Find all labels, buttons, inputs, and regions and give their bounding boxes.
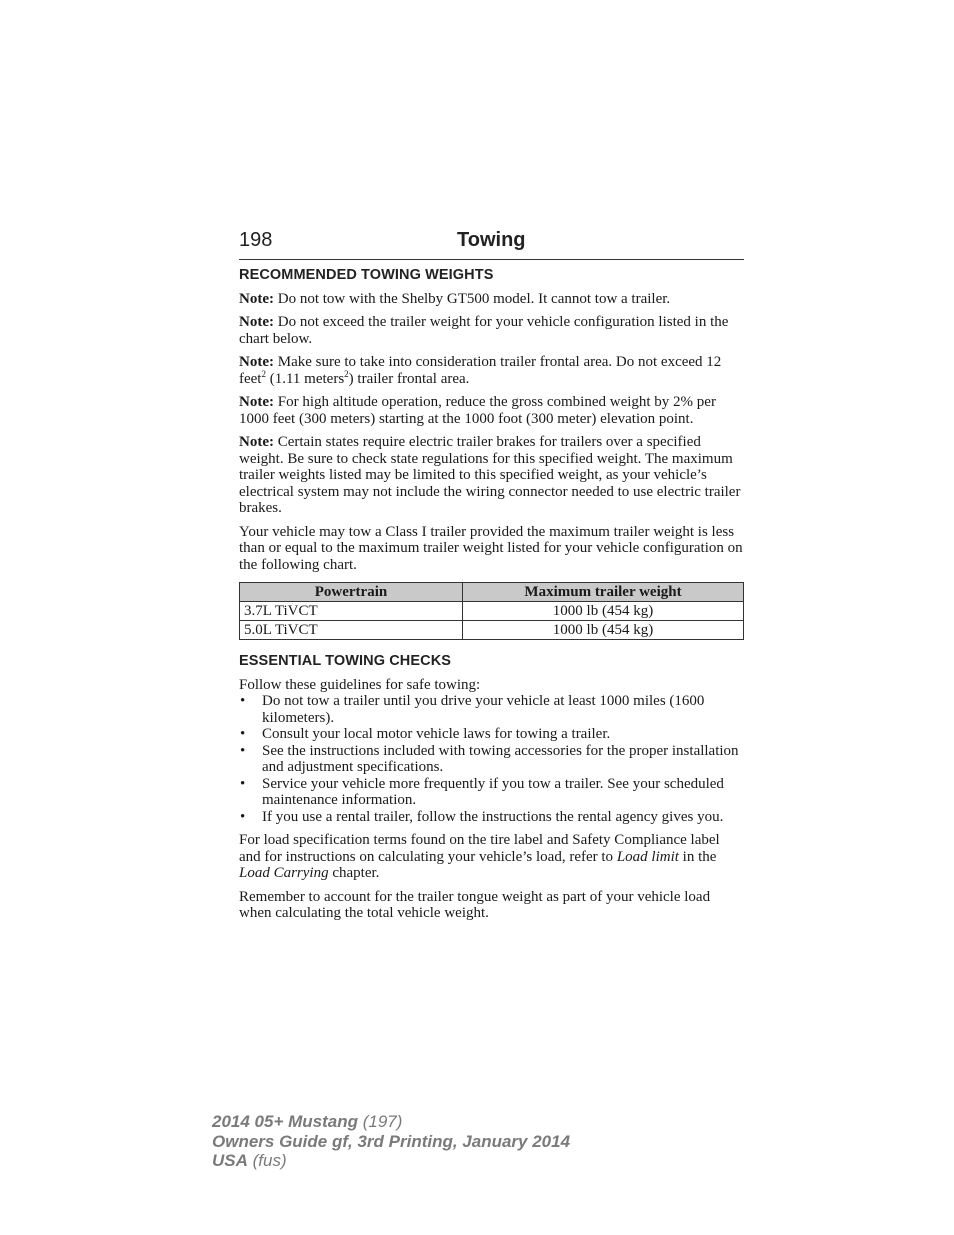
list-item-text: If you use a rental trailer, follow the instructions the rental agency gives you. <box>262 808 724 825</box>
list-item-text: See the instructions included with towing accessories for the proper installation and adjustment specifications. <box>262 742 739 775</box>
list-item-text: Consult your local motor vehicle laws for towing a trailer. <box>262 726 611 742</box>
cross-reference-load-limit: Load limit <box>616 848 679 865</box>
cross-reference-load-carrying: Load Carrying <box>239 865 329 881</box>
note-paragraph <box>239 354 744 387</box>
table-row <box>240 602 744 621</box>
footer-line-model <box>212 1112 570 1132</box>
note-label: Note: <box>239 434 274 450</box>
bullet-icon: • <box>240 726 246 742</box>
section-heading-recommended-towing-weights: RECOMMENDED TOWING WEIGHTS <box>239 267 494 283</box>
list-item <box>239 776 744 809</box>
table-cell-weight: 1000 lb (454 kg) <box>463 621 744 640</box>
note-label: Note: <box>239 354 274 370</box>
list-item-text: Do not tow a trailer until you drive your vehicle at least 1000 miles (1600 kilometers). <box>262 693 705 726</box>
section-heading-essential-towing-checks: ESSENTIAL TOWING CHECKS <box>239 653 452 669</box>
header-divider <box>239 259 744 260</box>
note-text: For high altitude operation, reduce the gross combined weight by 2% per 1000 feet (300 meters) starting at the 1000 foot (300 meter) elevation point. <box>239 394 716 427</box>
note-paragraph <box>239 434 744 517</box>
column-header-max-trailer-weight: Maximum trailer weight <box>463 583 744 602</box>
note-text: Make sure to take into consideration trailer frontal area. Do not exceed 12 feet <box>239 354 722 387</box>
footer-market: USA <box>212 1151 248 1170</box>
superscript: 2 <box>344 368 349 379</box>
list-item <box>239 743 744 776</box>
bullet-icon: • <box>240 742 246 759</box>
tongue-weight-paragraph: Remember to account for the trailer tongue weight as part of your vehicle load when calculating the total vehicle weight. <box>239 888 711 921</box>
table-cell-weight: 1000 lb (454 kg) <box>463 602 744 621</box>
footer-page-ref: (197) <box>358 1112 403 1131</box>
note-paragraph <box>239 314 744 347</box>
bullet-icon: • <box>240 775 246 792</box>
table-cell-powertrain: 3.7L TiVCT <box>240 602 463 621</box>
paragraph-text: chapter. <box>328 865 380 881</box>
note-text: Certain states require electric trailer brakes for trailers over a specified weight. Be sure to check state regulations for this specified weight. The maximum trailer weights listed may be limited to this specified weight, as your vehicle’s electrical system may not include the wiring connector needed to use electric trailer brakes. <box>239 434 741 516</box>
body-paragraph: Your vehicle may tow a Class I trailer provided the maximum trailer weight is less than or equal to the maximum trailer weight listed for your vehicle configuration on the following chart. <box>239 523 743 573</box>
footer-market-code: (fus) <box>247 1151 287 1170</box>
load-specification-paragraph <box>239 832 744 882</box>
towing-weights-table <box>239 582 744 640</box>
intro-paragraph: Follow these guidelines for safe towing: <box>239 676 481 693</box>
table-row <box>240 621 744 640</box>
list-item <box>239 809 744 826</box>
note-label: Note: <box>239 314 274 330</box>
page-number: 198 <box>239 229 273 251</box>
page-footer <box>212 1112 570 1171</box>
list-item <box>239 726 744 743</box>
bullet-icon: • <box>240 693 246 709</box>
list-item-text: Service your vehicle more frequently if you tow a trailer. See your scheduled maintenance information. <box>262 775 724 808</box>
note-text: Do not exceed the trailer weight for your vehicle configuration listed in the chart below. <box>239 314 729 347</box>
note-text: (1.11 meters <box>265 370 345 387</box>
footer-model: 2014 05+ Mustang <box>212 1112 358 1131</box>
footer-line-market <box>212 1151 570 1171</box>
paragraph-text: in the <box>678 848 717 865</box>
page-header <box>239 229 744 259</box>
chapter-title: Towing <box>457 229 526 251</box>
superscript: 2 <box>261 368 266 379</box>
table-header-row <box>240 583 744 602</box>
footer-line-printing: Owners Guide gf, 3rd Printing, January 2014 <box>212 1131 571 1151</box>
list-item <box>239 693 744 726</box>
note-paragraph <box>239 291 744 308</box>
column-header-powertrain: Powertrain <box>240 583 463 602</box>
note-paragraph <box>239 394 744 427</box>
note-text: ) trailer frontal area. <box>348 370 470 387</box>
towing-checklist <box>239 693 744 825</box>
note-text: Do not tow with the Shelby GT500 model. It cannot tow a trailer. <box>273 290 671 307</box>
bullet-icon: • <box>240 808 246 825</box>
note-label: Note: <box>239 394 274 410</box>
note-label: Note: <box>239 290 274 307</box>
paragraph-text: For load specification terms found on the tire label and Safety Compliance label and for instructions on calculating your vehicle’s load, refer to <box>239 832 720 865</box>
table-cell-powertrain: 5.0L TiVCT <box>240 621 463 640</box>
page-content <box>239 267 744 929</box>
